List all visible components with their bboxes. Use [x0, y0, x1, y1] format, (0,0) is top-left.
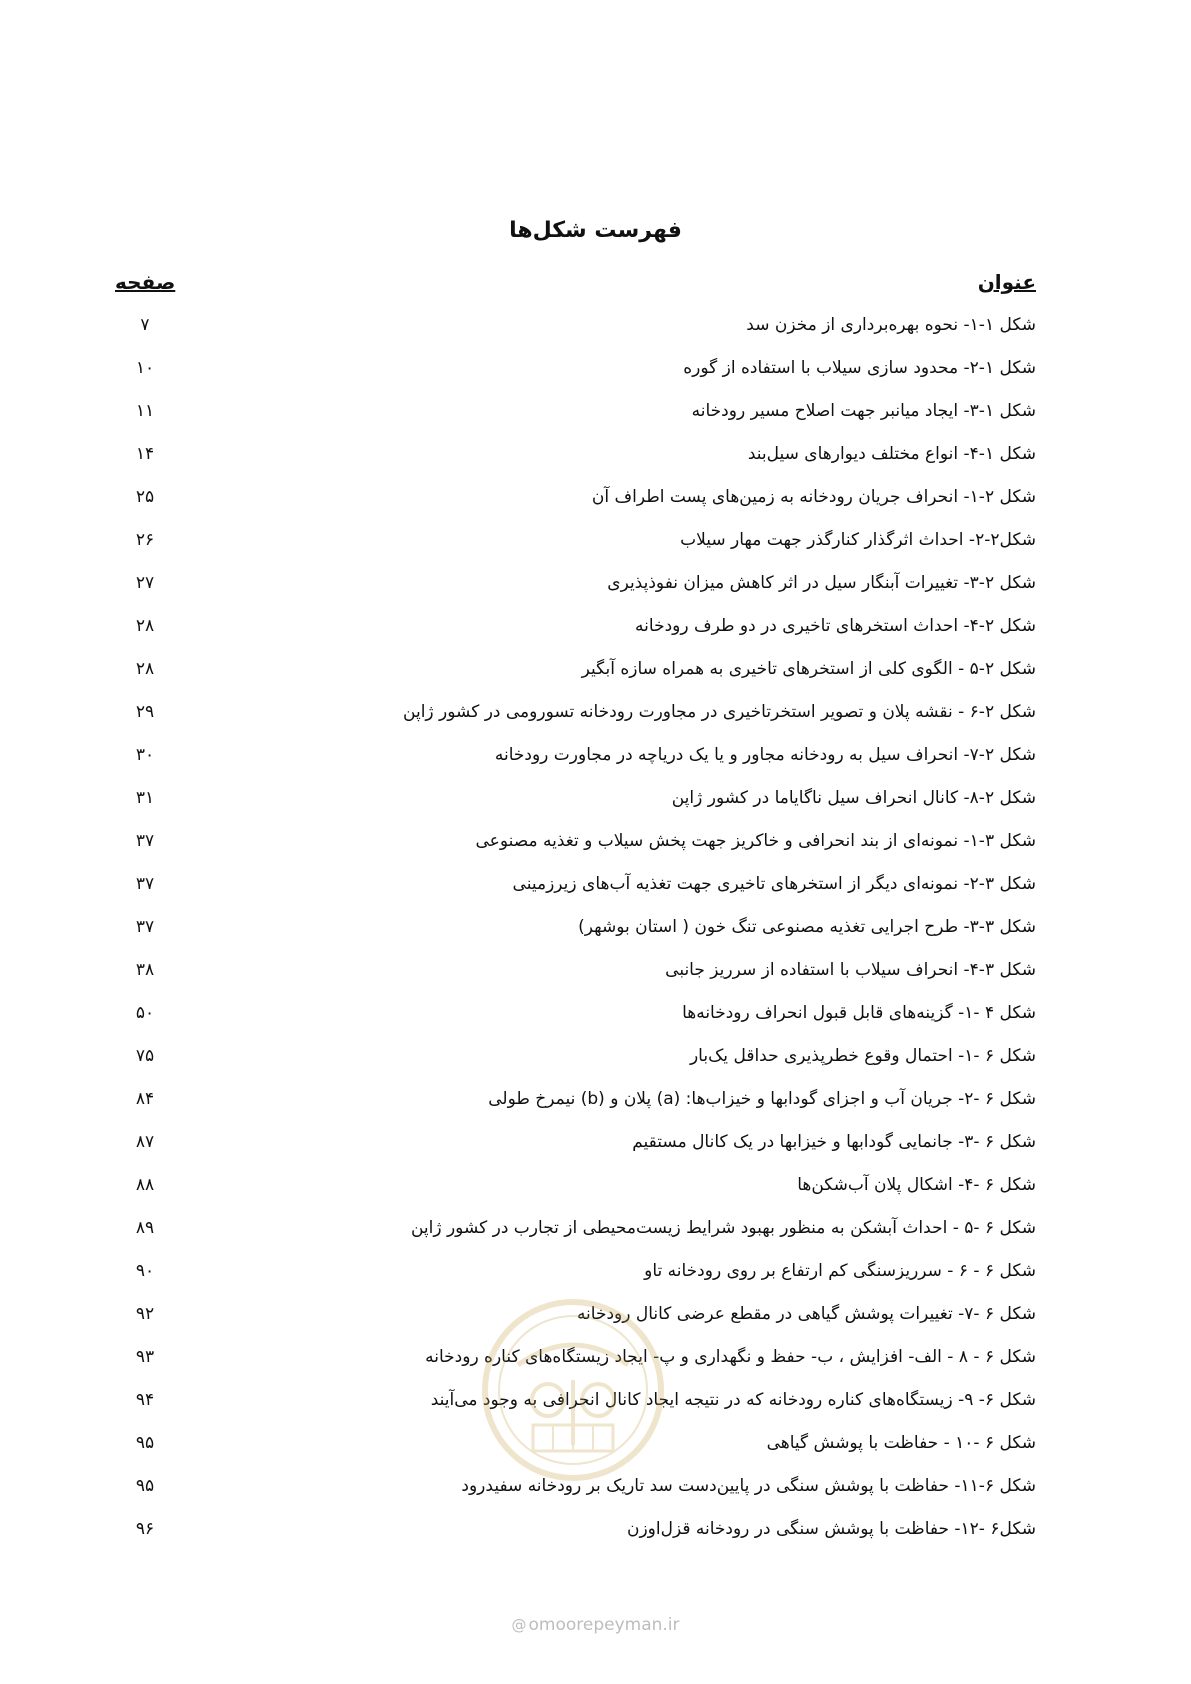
- list-item: [115, 698, 1036, 741]
- list-item: [115, 1515, 1036, 1558]
- list-item: [115, 1257, 1036, 1300]
- list-item: [115, 612, 1036, 655]
- page-number: ۲۸: [135, 659, 155, 679]
- page-number: ۳۸: [135, 960, 155, 980]
- column-header-title: عنوان: [977, 270, 1036, 294]
- figure-title: شکل ۳-۱- نمونه‌ای از بند انحرافی و خاکریز جهت پخش سیلاب و تغذیه مصنوعی: [475, 831, 1036, 851]
- page-number: ۸۷: [135, 1132, 155, 1152]
- figure-title: شکل ۶ -۳- جانمایی گودابها و خیزابها در یک کانال مستقیم: [632, 1132, 1036, 1152]
- figure-title: شکل ۱-۲- محدود سازی سیلاب با استفاده از گوره: [683, 358, 1036, 378]
- page-number: ۱۱: [135, 401, 155, 421]
- watermark-site: [0, 1615, 1191, 1635]
- watermark-url: omoorepeyman.ir: [528, 1615, 680, 1635]
- figure-title: شکل ۱-۴- انواع مختلف دیوارهای سیل‌بند: [747, 444, 1036, 464]
- list-item: [115, 397, 1036, 440]
- figure-title: شکل ۲-۸- کانال انحراف سیل ناگایاما در کشور ژاپن: [671, 788, 1036, 808]
- page-number: ۷: [140, 315, 150, 335]
- list-item: [115, 1300, 1036, 1343]
- list-item: [115, 311, 1036, 354]
- list-item: [115, 913, 1036, 956]
- figure-title: شکل ۶ -۷- تغییرات پوشش گیاهی در مقطع عرضی کانال رودخانه: [576, 1304, 1036, 1324]
- figure-title: شکل۲-۲- احداث اثرگذار کنارگذر جهت مهار سیلاب: [680, 530, 1036, 550]
- figure-title: شکل ۲-۶ - نقشه پلان و تصویر استخرتاخیری در مجاورت رودخانه تسورومی در کشور ژاپن: [403, 702, 1036, 722]
- list-item: [115, 1128, 1036, 1171]
- list-item: [115, 1429, 1036, 1472]
- figure-title: شکل ۶ -۱۰ - حفاظت با پوشش گیاهی: [766, 1433, 1036, 1453]
- figure-title: شکل ۲-۱- انحراف جریان رودخانه به زمین‌های پست اطراف آن: [591, 487, 1036, 507]
- page-number: ۹۳: [135, 1347, 155, 1367]
- page-number: ۹۴: [135, 1390, 155, 1410]
- figure-title: شکل ۶ -۵ - احداث آبشکن به منظور بهبود شرایط زیست‌محیطی از تجارب در کشور ژاپن: [410, 1218, 1036, 1238]
- toc-header: [115, 270, 1036, 302]
- figure-title: شکل ۲-۳- تغییرات آبنگار سیل در اثر کاهش میزان نفوذپذیری: [607, 573, 1036, 593]
- figure-title: شکل ۶-۱۱- حفاظت با پوشش سنگی در پایین‌دست سد تاریک بر رودخانه سفیدرود: [461, 1476, 1036, 1496]
- figure-title: شکل ۲-۴- احداث استخرهای تاخیری در دو طرف رودخانه: [635, 616, 1036, 636]
- list-item: [115, 1085, 1036, 1128]
- page-number: ۹۵: [135, 1433, 155, 1453]
- page-number: ۲۵: [135, 487, 155, 507]
- page-number: ۲۷: [135, 573, 155, 593]
- figure-title: شکل ۱-۱- نحوه بهره‌برداری از مخزن سد: [746, 315, 1036, 335]
- figure-title: شکل ۳-۴- انحراف سیلاب با استفاده از سرریز جانبی: [665, 960, 1036, 980]
- figure-title: شکل۶ -۱۲- حفاظت با پوشش سنگی در رودخانه قزل‌اوزن: [626, 1519, 1036, 1539]
- list-item: [115, 1171, 1036, 1214]
- page-number: ۹۵: [135, 1476, 155, 1496]
- figure-title: شکل ۶ -۴- اشکال پلان آب‌شکن‌ها: [797, 1175, 1036, 1195]
- figure-title: شکل ۴ -۱- گزینه‌های قابل قبول انحراف رودخانه‌ها: [682, 1003, 1036, 1023]
- figure-title: شکل ۶ - ۸ - الف- افزایش ، ب- حفظ و نگهداری و پ- ایجاد زیستگاه‌های کناره رودخانه: [425, 1347, 1036, 1367]
- page-number: ۱۰: [135, 358, 155, 378]
- list-item: [115, 1214, 1036, 1257]
- page-number: ۲۹: [135, 702, 155, 722]
- list-item: [115, 483, 1036, 526]
- page-number: ۸۴: [135, 1089, 155, 1109]
- figure-title: شکل ۲-۵ - الگوی کلی از استخرهای تاخیری به همراه سازه آبگیر: [581, 659, 1036, 679]
- figure-title: شکل ۳-۳- طرح اجرایی تغذیه مصنوعی تنگ خون ( استان بوشهر): [578, 917, 1036, 937]
- page-number: ۲۸: [135, 616, 155, 636]
- page-number: ۱۴: [135, 444, 155, 464]
- figure-title: شکل ۳-۲- نمونه‌ای دیگر از استخرهای تاخیری جهت تغذیه آب‌های زیرزمینی: [512, 874, 1036, 894]
- list-item: [115, 956, 1036, 999]
- figure-title: شکل ۲-۷- انحراف سیل به رودخانه مجاور و یا یک دریاچه در مجاورت رودخانه: [494, 745, 1036, 765]
- page-number: ۳۷: [135, 917, 155, 937]
- list-item: [115, 440, 1036, 483]
- list-item: [115, 655, 1036, 698]
- page-number: ۳۷: [135, 874, 155, 894]
- page-number: ۷۵: [135, 1046, 155, 1066]
- list-item: [115, 741, 1036, 784]
- page-number: ۲۶: [135, 530, 155, 550]
- page-number: ۸۹: [135, 1218, 155, 1238]
- list-item: [115, 784, 1036, 827]
- list-item: [115, 354, 1036, 397]
- figure-title: شکل ۶ - ۶ - سرریزسنگی کم ارتفاع بر روی رودخانه تاو: [644, 1261, 1036, 1281]
- list-item: [115, 1472, 1036, 1515]
- figure-title: شکل ۶ -۲- جریان آب و اجزای گودابها و خیزاب‌ها: (a) پلان و (b) نیمرخ طولی: [488, 1089, 1036, 1109]
- figure-list: [115, 311, 1036, 1558]
- page-number: ۳۰: [135, 745, 155, 765]
- figure-title: شکل ۱-۳- ایجاد میانبر جهت اصلاح مسیر رودخانه: [691, 401, 1036, 421]
- page-number: ۵۰: [135, 1003, 155, 1023]
- page-number: ۹۲: [135, 1304, 155, 1324]
- list-item: [115, 870, 1036, 913]
- figure-title: شکل ۶ -۱- احتمال وقوع خطرپذیری حداقل یک‌بار: [689, 1046, 1036, 1066]
- page-number: ۹۰: [135, 1261, 155, 1281]
- list-item: [115, 1042, 1036, 1085]
- list-item: [115, 1343, 1036, 1386]
- page-number: ۳۱: [135, 788, 155, 808]
- page-number: ۳۷: [135, 831, 155, 851]
- list-item: [115, 569, 1036, 612]
- page-number: ۸۸: [135, 1175, 155, 1195]
- list-item: [115, 999, 1036, 1042]
- list-item: [115, 526, 1036, 569]
- column-header-page: صفحه: [115, 270, 176, 294]
- list-item: [115, 827, 1036, 870]
- page-number: ۹۶: [135, 1519, 155, 1539]
- page-title: فهرست شکل‌ها: [509, 218, 682, 243]
- figure-title: شکل ۶- ۹- زیستگاه‌های کناره رودخانه که در نتیجه ایجاد کانال انحرافی به وجود می‌آیند: [430, 1390, 1036, 1410]
- at-icon: @: [511, 1616, 527, 1634]
- list-item: [115, 1386, 1036, 1429]
